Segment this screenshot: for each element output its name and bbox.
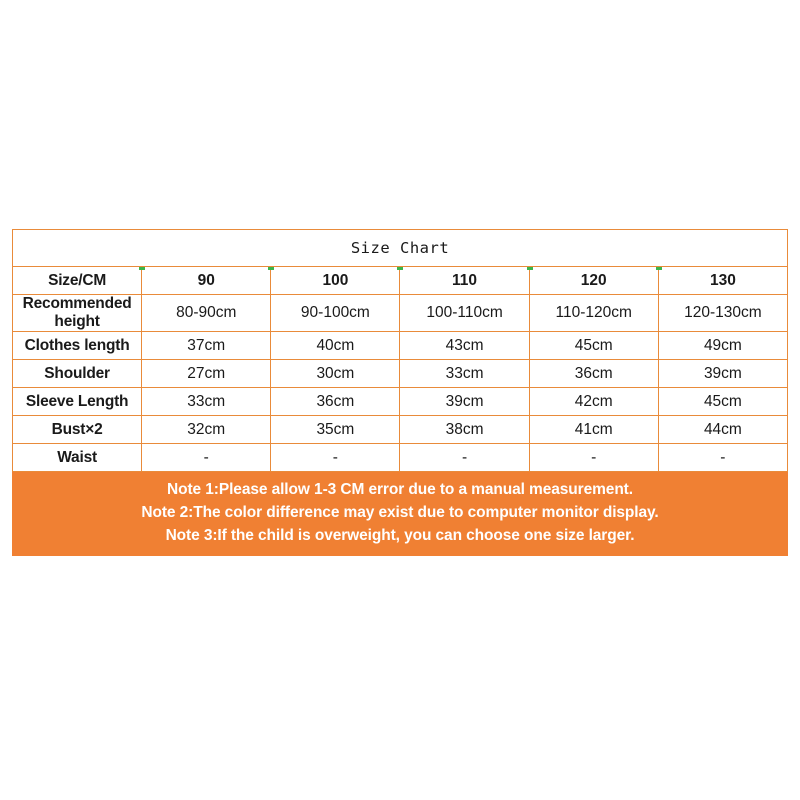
header-cell-130 <box>658 267 787 295</box>
header-cell-110 <box>400 267 529 295</box>
cell-value: 36cm <box>529 360 658 388</box>
cell-value: - <box>400 444 529 472</box>
note-line-3: Note 3:If the child is overweight, you can choose one size larger. <box>165 527 635 544</box>
note-line-1: Note 1:Please allow 1-3 CM error due to a manual measurement. <box>167 481 633 498</box>
size-chart-container <box>12 229 788 556</box>
cell-value: - <box>271 444 400 472</box>
cell-value: 37cm <box>142 332 271 360</box>
header-label: 90 <box>197 271 215 289</box>
table-header-row <box>13 267 788 295</box>
cell-value: 39cm <box>658 360 787 388</box>
row-label: Waist <box>13 444 142 472</box>
cell-value: 45cm <box>529 332 658 360</box>
table-row <box>13 444 788 472</box>
header-cell-size: Size/CM <box>13 267 142 295</box>
cell-value: 40cm <box>271 332 400 360</box>
cell-value: - <box>658 444 787 472</box>
cell-value: 45cm <box>658 388 787 416</box>
cell-value: 38cm <box>400 416 529 444</box>
cell-value: 36cm <box>271 388 400 416</box>
row-label: Recommended height <box>13 295 142 332</box>
cell-value: 80-90cm <box>142 295 271 332</box>
cell-value: 120-130cm <box>658 295 787 332</box>
row-label: Sleeve Length <box>13 388 142 416</box>
cell-value: 27cm <box>142 360 271 388</box>
table-title-row <box>13 230 788 267</box>
table-row <box>13 360 788 388</box>
table-row <box>13 416 788 444</box>
tick-mark-icon <box>527 267 533 270</box>
cell-value: 43cm <box>400 332 529 360</box>
cell-value: 39cm <box>400 388 529 416</box>
row-label: Shoulder <box>13 360 142 388</box>
tick-mark-icon <box>268 267 274 270</box>
cell-value: 44cm <box>658 416 787 444</box>
cell-value: 33cm <box>400 360 529 388</box>
chart-title: Size Chart <box>13 230 788 267</box>
row-label: Clothes length <box>13 332 142 360</box>
notes-panel <box>12 472 788 556</box>
table-row <box>13 295 788 332</box>
tick-mark-icon <box>397 267 403 270</box>
header-label: 100 <box>322 271 349 289</box>
header-cell-90 <box>142 267 271 295</box>
header-label: 130 <box>709 271 736 289</box>
table-row <box>13 332 788 360</box>
header-cell-120 <box>529 267 658 295</box>
cell-value: 30cm <box>271 360 400 388</box>
tick-mark-icon <box>139 267 145 270</box>
tick-mark-icon <box>656 267 662 270</box>
cell-value: 49cm <box>658 332 787 360</box>
cell-value: 32cm <box>142 416 271 444</box>
cell-value: 90-100cm <box>271 295 400 332</box>
header-cell-100 <box>271 267 400 295</box>
cell-value: 100-110cm <box>400 295 529 332</box>
table-row <box>13 388 788 416</box>
cell-value: 33cm <box>142 388 271 416</box>
cell-value: 110-120cm <box>529 295 658 332</box>
cell-value: 35cm <box>271 416 400 444</box>
size-chart-table <box>12 229 788 472</box>
cell-value: - <box>529 444 658 472</box>
cell-value: 41cm <box>529 416 658 444</box>
cell-value: - <box>142 444 271 472</box>
header-label: 120 <box>580 271 607 289</box>
row-label: Bust×2 <box>13 416 142 444</box>
header-label: 110 <box>452 271 478 289</box>
cell-value: 42cm <box>529 388 658 416</box>
note-line-2: Note 2:The color difference may exist due to computer monitor display. <box>141 504 659 521</box>
